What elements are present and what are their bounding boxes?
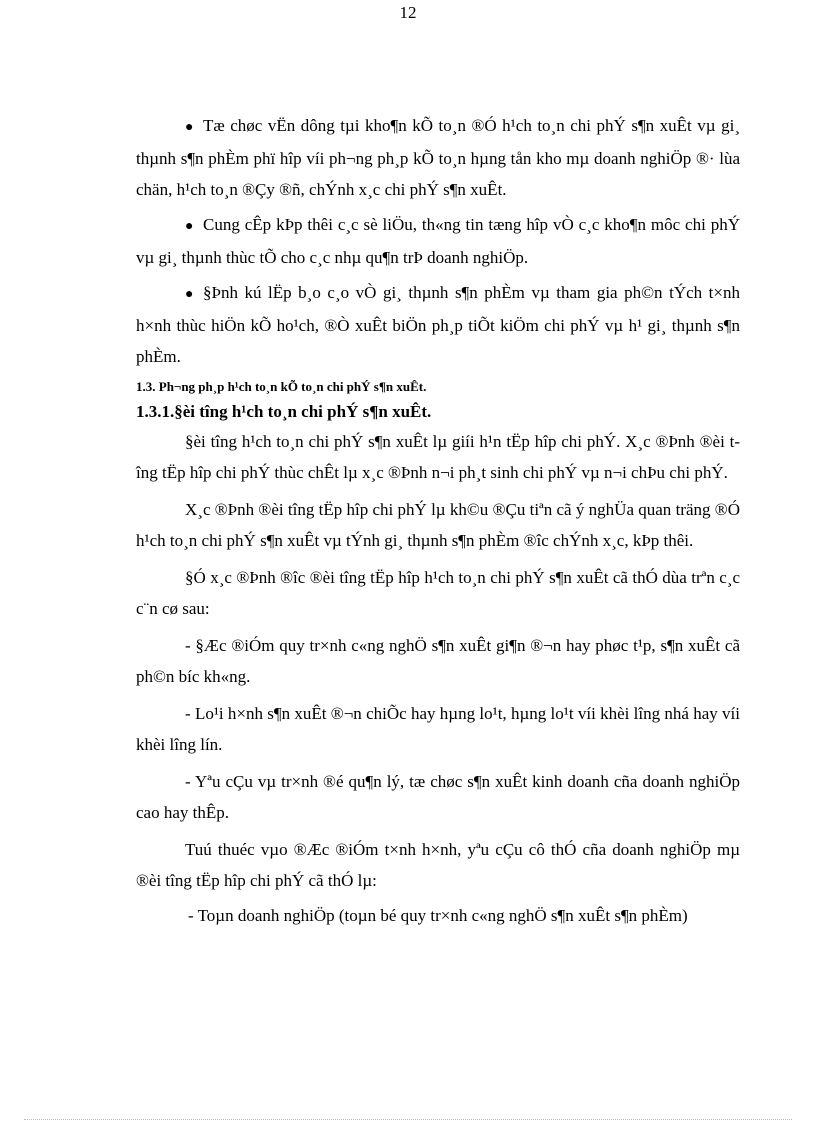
- section-heading: 1.3. Ph¬ng ph¸p h¹ch to¸n kÕ to¸n chi phÝ s¶n xuÊt.: [136, 379, 427, 394]
- dash-item: - §Æc ®iÓm quy tr×nh c«ng nghÖ s¶n xuÊt gi¶n ®¬n hay phøc t¹p, s¶n xuÊt cã ph©n bíc kh«ng.: [136, 636, 740, 686]
- page-number: 12: [399, 3, 417, 22]
- dash-item: - Lo¹i h×nh s¶n xuÊt ®¬n chiÕc hay hµng lo¹t, hµng lo¹t víi khèi lîng nhá hay víi khèi lîng lín.: [136, 704, 740, 754]
- dash-item: - Yªu cÇu vµ tr×nh ®é qu¶n lý, tæ chøc s¶n xuÊt kinh doanh cña doanh nghiÖp cao hay thÊp.: [136, 772, 740, 822]
- document-body: [136, 110, 740, 935]
- bullet-dot-icon: ●: [185, 120, 194, 135]
- bullet-dot-icon: ●: [185, 219, 194, 234]
- bullet-dot-icon: ●: [185, 287, 194, 302]
- bullet-text: Tæ chøc vËn dông tµi kho¶n kÕ to¸n ®Ó h¹ch to¸n chi phÝ s¶n xuÊt vµ gi¸ thµnh s¶n phÈm phï hîp víi ph¬ng ph¸p kÕ to¸n hµng tån kho mµ doanh nghiÖp ®· lùa chän, h¹ch to¸n ®Çy ®ñ, chÝnh x¸c chi phÝ s¶n xuÊt.: [136, 116, 740, 199]
- bullet-item: [136, 277, 740, 372]
- dash-item: - Toµn doanh nghiÖp (toµn bé quy tr×nh c«ng nghÖ s¶n xuÊt s¶n phÈm): [188, 906, 688, 925]
- subsection-heading: 1.3.1.§èi tîng h¹ch to¸n chi phÝ s¶n xuÊt.: [136, 402, 432, 421]
- body-paragraph: Tuú thuéc vµo ®Æc ®iÓm t×nh h×nh, yªu cÇu cô thÓ cña doanh nghiÖp mµ ®èi tîng tËp hîp chi phÝ cã thÓ lµ:: [136, 840, 740, 890]
- bullet-item: [136, 110, 740, 205]
- bullet-text: §Þnh kú lËp b¸o c¸o vÒ gi¸ thµnh s¶n phÈm vµ tham gia ph©n tÝch t×nh h×nh thùc hiÖn kÕ ho¹ch, ®Ò xuÊt biÖn ph¸p tiÕt kiÖm chi phÝ vµ h¹ gi¸ thµnh s¶n phÈm.: [136, 283, 740, 366]
- bullet-text: Cung cÊp kÞp thêi c¸c sè liÖu, th«ng tin tæng hîp vÒ c¸c kho¶n môc chi phÝ vµ gi¸ thµnh thùc tÕ cho c¸c nhµ qu¶n trÞ doanh nghiÖp.: [136, 215, 740, 267]
- page-bottom-rule: [24, 1119, 792, 1120]
- body-paragraph: X¸c ®Þnh ®èi tîng tËp hîp chi phÝ lµ kh©u ®Çu tiªn cã ý nghÜa quan träng ®Ó h¹ch to¸n chi phÝ s¶n xuÊt vµ tÝnh gi¸ thµnh s¶n phÈm ®îc chÝnh x¸c, kÞp thêi.: [136, 500, 740, 550]
- body-paragraph: §Ó x¸c ®Þnh ®îc ®èi tîng tËp hîp h¹ch to¸n chi phÝ s¶n xuÊt cã thÓ dùa trªn c¸c c¨n cø sau:: [136, 568, 740, 618]
- bullet-item: [136, 209, 740, 273]
- body-paragraph: §èi tîng h¹ch to¸n chi phÝ s¶n xuÊt lµ giíi h¹n tËp hîp chi phÝ. X¸c ®Þnh ®èi tîng tËp hîp chi phÝ thùc chÊt lµ x¸c ®Þnh n¬i ph¸t sinh chi phÝ vµ n¬i chÞu chi phÝ.: [136, 432, 740, 482]
